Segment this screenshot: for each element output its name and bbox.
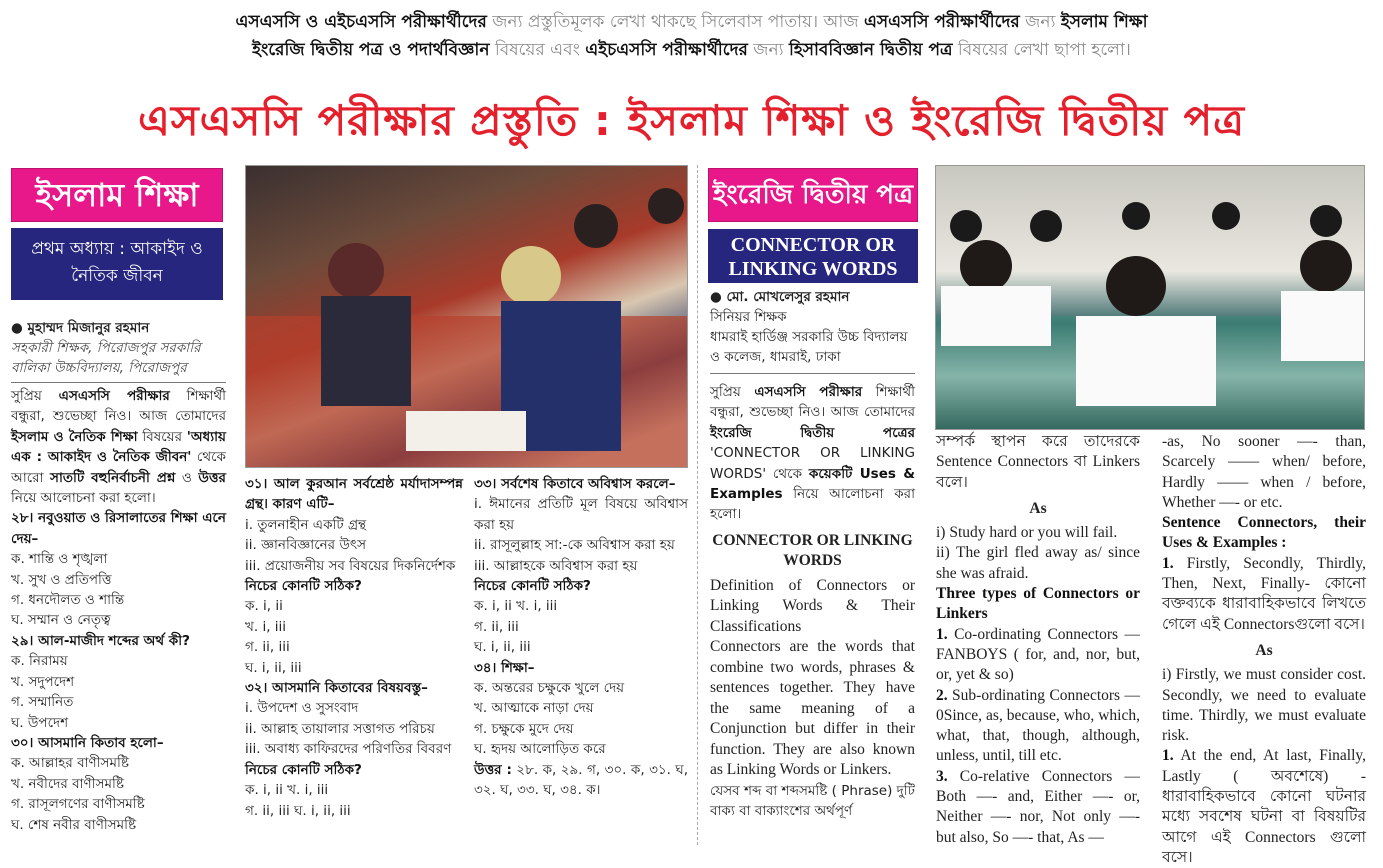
question-heading: ৩২। আসমানি কিতাবের বিষয়বস্তু– [245, 680, 428, 697]
text-block: ii. জ্ঞানবিজ্ঞানের উৎস [245, 537, 367, 554]
students-exam-illustration [936, 166, 1365, 430]
intro-segment: জন্য [747, 40, 789, 60]
text-segment: Co-ordinating Connectors —FANBOYS ( for, and, nor, but, or, yet & so) [936, 625, 1140, 684]
text-block: খ. আত্মাকে নাড়া দেয় [474, 700, 594, 717]
text-block: গ. চক্ষুকে মুদে দেয় [474, 720, 574, 737]
text-segment: 3. [936, 767, 948, 785]
text-block: গ. ii, iii [245, 639, 290, 656]
text-segment: 1. [1162, 747, 1174, 765]
text-segment: শিক্ষার্থী বন্ধুরা, শুভেচ্ছা নিও। আজ তোমাদের [710, 384, 915, 421]
text-block: গ. সম্মানিত [11, 694, 74, 711]
classroom-photo [935, 165, 1365, 430]
intro-segment: জন্য প্রস্তুতিমূলক লেখা থাকছে সিলেবাস পাতায়। আজ [486, 12, 864, 32]
text-block: ক. i, ii খ. i, iii [245, 782, 329, 799]
text-block: ঘ. i, ii, iii [474, 639, 531, 656]
text-segment: 2. [936, 686, 948, 704]
text-segment: নিয়ে আলোচনা করা হলো। [11, 490, 156, 507]
text-block: Connectors are the words that combine two words, phrases & sentences together. They have the same meaning of a Conjunction but differ in their function. They are also known as Linking Words or Linkers. [710, 638, 915, 779]
intro-segment: জন্য [1019, 12, 1061, 32]
text-block: ঘ. শেষ নবীর বাণীসমষ্টি [11, 816, 137, 833]
question-heading: ৩১। আল কুরআন সর্বশ্রেষ্ঠ মর্যাদাসম্পন্ন গ্রন্থ। কারণ এটি– [245, 476, 463, 513]
text-segment: বিষয়ের [137, 428, 187, 445]
text-block: ঘ. উপদেশ [11, 714, 69, 731]
text-segment: ও [175, 469, 199, 486]
divider [710, 373, 915, 374]
text-block: ঘ. i, ii, iii [245, 659, 302, 676]
intro-segment: এসএসসি পরীক্ষার্থীদের [864, 12, 1020, 32]
text-segment: 'CONNECTOR OR LINKING WORDS' থেকে [710, 445, 915, 482]
intro-segment: এইচএসসি পরীক্ষার্থীদের [585, 40, 748, 60]
question-heading: ৩৩। সর্বশেষ কিতাবে অবিশ্বাস করলে– [474, 476, 676, 492]
intro-segment: হিসাববিজ্ঞান দ্বিতীয় পত্র [788, 40, 953, 60]
question-heading: ৩৪। শিক্ষা– [474, 659, 535, 676]
text-block: iii. প্রয়োজনীয় সব বিষয়ের দিকনির্দেশক [245, 557, 456, 574]
text-block: i. তুলনাহীন একটি গ্রন্থ [245, 516, 367, 533]
text-block: ii. রাসূলুল্লাহ সা:-কে অবিশ্বাস করা হয় [474, 537, 675, 554]
text-block: গ. ii, iii ঘ. i, ii, iii [245, 802, 351, 819]
text-block: i) Firstly, we must consider cost. Secondly, we need to evaluate time. Thirdly, we must evaluate risk. [1162, 666, 1366, 745]
question-heading: ৩০। আসমানি কিতাব হলো– [11, 734, 164, 751]
intro-segment: বিষয়ের এবং [489, 40, 586, 60]
text-segment: 1. [936, 625, 948, 643]
text-block: ক. i, ii [245, 598, 283, 615]
text-segment: সাতটি বহুনির্বাচনী প্রশ্ন [50, 469, 176, 486]
text-block [11, 386, 226, 508]
english-author-title: সিনিয়র শিক্ষক [710, 309, 787, 325]
english-topic-title: CONNECTOR OR LINKING WORDS [708, 229, 918, 283]
centered-heading: As [1029, 499, 1047, 517]
text-block: ক. নিরাময় [11, 653, 68, 670]
text-block: ঘ. হৃদয় আলোড়িত করে [474, 741, 606, 758]
text-block: ii) The girl fled away as/ since she was afraid. [936, 544, 1140, 582]
intro-segment: বিষয়ের লেখা ছাপা হলো। [952, 40, 1131, 60]
text-block: সম্পর্ক স্থাপন করে তাদেরকে Sentence Connectors বা Linkers বলে। [936, 433, 1140, 491]
question-heading: ২৮। নবুওয়াত ও রিসালাতের শিক্ষা এনে দেয়– [11, 510, 226, 547]
text-block: গ. রাসূলগণের বাণীসমষ্টি [11, 796, 145, 813]
text-block: iii. আল্লাহকে অবিশ্বাস করা হয় [474, 557, 638, 574]
english-column-2 [936, 432, 1140, 848]
text-block: গ. ii, iii [474, 618, 519, 635]
text-segment: ইংরেজি দ্বিতীয় পত্রের [710, 424, 915, 441]
islam-author-title: সহকারী শিক্ষক, পিরোজপুর সরকারি বালিকা উচ্চবিদ্যালয়, পিরোজপুর [11, 340, 201, 376]
text-block: i. ঈমানের প্রতিটি মূল বিষয়ে অবিশ্বাস করা হয় [474, 496, 688, 533]
intro-line [0, 36, 1383, 64]
islam-column-3 [474, 474, 688, 801]
text-block: খ. সুখ ও প্রতিপত্তি [11, 571, 112, 588]
question-heading: ২৯। আল-মাজীদ শব্দের অর্থ কী? [11, 632, 190, 649]
text-block: খ. i, iii [245, 618, 287, 635]
intro-segment: ইংরেজি দ্বিতীয় পত্র ও পদার্থবিজ্ঞান [252, 40, 490, 60]
english-column-3 [1162, 432, 1366, 868]
text-segment: উত্তর [198, 469, 226, 486]
text-segment: নিয়ে আলোচনা করা হলো। [710, 486, 915, 523]
question-heading: নিচের কোনটি সঠিক? [245, 578, 362, 595]
text-segment: 1. [1162, 554, 1174, 572]
text-block: ক. শান্তি ও শৃঙ্খলা [11, 551, 108, 568]
text-segment: Co-relative Connectors —Both —- and, Either —- or, Neither —- nor, Not only —- but also, So —- that, As — [936, 767, 1140, 846]
text-block [1162, 746, 1366, 868]
question-heading: নিচের কোনটি সঠিক? [474, 578, 591, 595]
text-block: ক. আল্লাহর বাণীসমষ্টি [11, 755, 129, 772]
students-writing-illustration [246, 166, 688, 468]
text-block: iii. অবাধ্য কাফিরদের পরিণতির বিবরণ [245, 741, 452, 758]
text-block: i) Study hard or you will fail. [936, 524, 1118, 542]
text-block: Definition of Connectors or Linking Words & Their Classifications [710, 576, 915, 635]
text-segment: ২৮. ক, ২৯. গ, ৩০. ক, ৩১. ঘ, ৩২. ঘ, ৩৩. ঘ, ৩৪. ক। [474, 761, 688, 799]
text-block: -as, No sooner —- than, Scarcely —— when/ before, Hardly —— when / before, Whether —- or etc. [1162, 433, 1366, 511]
text-segment: কয়েকটি Uses & Examples [710, 465, 915, 503]
text-block [936, 686, 1140, 767]
exam-hall-photo [245, 165, 688, 468]
intro-text [0, 8, 1383, 64]
text-block: ii. আল্লাহ তায়ালার সত্তাগত পরিচয় [245, 720, 435, 737]
question-heading: নিচের কোনটি সঠিক? [245, 761, 362, 778]
islam-author-name: ● মুহাম্মদ মিজানুর রহমান [11, 320, 150, 336]
english-column-1 [710, 382, 915, 821]
intro-line [0, 8, 1383, 36]
text-block: i. উপদেশ ও সুসংবাদ [245, 700, 359, 717]
islam-section-tag: ইসলাম শিক্ষা [11, 168, 223, 222]
headline: এসএসসি পরীক্ষার প্রস্তুতি : ইসলাম শিক্ষা ও ইংরেজি দ্বিতীয় পত্র [137, 96, 1246, 145]
islam-chapter-title: প্রথম অধ্যায় : আকাইদ ও নৈতিক জীবন [11, 228, 223, 300]
centered-heading: CONNECTOR OR LINKING WORDS [712, 531, 913, 570]
english-author-name: ● মো. মোখলেসুর রহমান [710, 289, 850, 305]
text-block [936, 767, 1140, 848]
text-block [710, 382, 915, 525]
text-segment: Firstly, Secondly, Thirdly, Then, Next, Finally- কোনো বক্তব্যকে ধারাবাহিকভাবে লিখতে গেলে এই Connectorsগুলো বসে। [1162, 554, 1366, 633]
text-block: ক. i, ii খ. i, iii [474, 598, 558, 615]
question-heading: Three types of Connectors or Linkers [936, 585, 1140, 623]
text-block: যেসব শব্দ বা শব্দসমষ্টি ( Phrase) দুটি বাক্য বা বাক্যাংশের অর্থপূর্ণ [710, 782, 915, 820]
text-block: ক. অন্তরের চক্ষুকে খুলে দেয় [474, 680, 625, 697]
column-divider [697, 165, 698, 845]
text-segment: সুপ্রিয় [710, 384, 755, 400]
text-segment: সুপ্রিয় [11, 388, 59, 404]
text-block: ঘ. সম্মান ও নেতৃত্ব [11, 612, 111, 629]
text-block [1162, 554, 1366, 635]
islam-column-1 [11, 386, 226, 835]
text-block: গ. ধনদৌলত ও শান্তি [11, 592, 125, 609]
intro-segment: ইসলাম শিক্ষা [1060, 12, 1148, 32]
intro-segment: এসএসসি ও এইচএসসি পরীক্ষার্থীদের [235, 12, 487, 32]
islam-column-2 [245, 474, 463, 821]
text-segment: Sub-ordinating Connectors —0Since, as, because, who, which, what, that, though, although, unless, until, till etc. [936, 686, 1140, 765]
text-block [474, 760, 688, 801]
divider [11, 382, 226, 383]
text-segment: এসএসসি পরীক্ষার [58, 388, 170, 404]
english-section-tag: ইংরেজি দ্বিতীয় পত্র [708, 168, 918, 222]
text-segment: শিক্ষার্থী বন্ধুরা, শুভেচ্ছা নিও। আজ তোমাদের [11, 388, 226, 425]
text-segment: 'অধ্যায় এক : আকাইদ ও নৈতিক জীবন' [11, 428, 226, 466]
text-segment: ইসলাম ও নৈতিক শিক্ষা [11, 428, 138, 445]
text-segment: এসএসসি পরীক্ষার [754, 384, 863, 400]
text-segment: উত্তর : [474, 761, 512, 778]
text-segment: At the end, At last, Finally, Lastly ( অবশেষে) - ধারাবাহিকভাবে কোনো ঘটনার মধ্যে সবশেষ ঘটনা বা বিষয়টির আগে এই Connectors গুলো বসে। [1162, 747, 1366, 866]
question-heading: Sentence Connectors, their Uses & Examples : [1162, 514, 1366, 552]
text-block [936, 625, 1140, 686]
text-block: খ. নবীদের বাণীসমষ্টি [11, 775, 124, 792]
centered-heading: As [1255, 641, 1273, 659]
text-segment: থেকে আরো [11, 449, 226, 486]
english-author-org: ধামরাই হার্ডিঞ্জ সরকারি উচ্চ বিদ্যালয় ও কলেজ, ধামরাই, ঢাকা [710, 329, 908, 365]
text-block: খ. সদুপদেশ [11, 673, 75, 690]
